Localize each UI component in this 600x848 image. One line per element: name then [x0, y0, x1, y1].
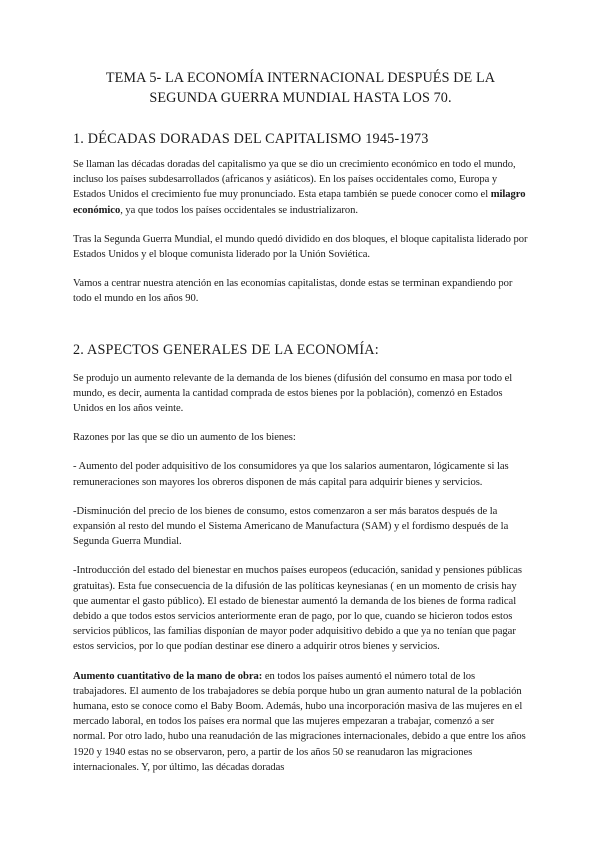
section-1-p1-bold: milagro económico: [73, 189, 526, 216]
section-2-heading: 2. ASPECTOS GENERALES DE LA ECONOMÍA:: [73, 341, 379, 358]
section-1-paragraph-2: Tras la Segunda Guerra Mundial, el mundo quedó dividido en dos bloques, el bloque capitalista liderado por Estados Unidos y el bloque comunista liderado por la Unión Soviética.: [73, 233, 528, 261]
section-2-paragraph-1: Se produjo un aumento relevante de la demanda de los bienes (difusión del consumo en masa por todo el mundo, es decir, aumenta la cantidad comprada de estos bienes por la población), comenzó en Estados Unidos en los años veinte.: [73, 372, 513, 415]
section-2-paragraph-2: Razones por las que se dio un aumento de los bienes:: [73, 432, 296, 444]
section-1-p1-text-a: Se llaman las décadas doradas del capitalismo ya que se dio un crecimiento económico en todo el mundo, incluso los países subdesarrollados (africanos y asiáticos). En los países occidentales como, Europa y Estados Unidos el crecimiento fue muy pronunciado. Esta etapa también se puede conocer como el: [73, 159, 516, 201]
section-2-paragraph-5: -Introducción del estado del bienestar en muchos países europeos (educación, sanidad y pensiones públicas gratuitas). Esta fue consecuencia de la difusión de las políticas keynesianas ( en un momento de crisis hay que aumentar el gasto público). El estado de bienestar aumentó la demanda de los bienes de forma radical debido a que todos estos servicios anteriormente eran de pago, por lo que, cuando se hicieron todos estos servicios públicos, las familias disponían de mayor poder adquisitivo debido a que ya no tenían que pagar estos servicios, por lo que podían destinar ese dinero a adquirir otros bienes y servicios.: [73, 565, 522, 653]
section-2-paragraph-4: -Disminución del precio de los bienes de consumo, estos comenzaron a ser más baratos después de la expansión al resto del mundo el Sistema Americano de Manufactura (SAM) y el fordismo después de la Segunda Guerra Mundial.: [73, 505, 509, 548]
section-1-p1-text-b: , ya que todos los países occidentales se industrializaron.: [120, 204, 358, 216]
document-title: [73, 68, 528, 108]
section-2-p6-bold: Aumento cuantitativo de la mano de obra:: [73, 670, 263, 682]
title-line-2: SEGUNDA GUERRA MUNDIAL HASTA LOS 70.: [149, 90, 452, 106]
section-1-heading: 1. DÉCADAS DORADAS DEL CAPITALISMO 1945-1973: [73, 131, 429, 147]
section-1-paragraph-1: [73, 157, 528, 218]
section-1-paragraph-3: Vamos a centrar nuestra atención en las economías capitalistas, donde estas se terminan expandiendo por todo el mundo en los años 90.: [73, 278, 513, 305]
title-line-1: TEMA 5- LA ECONOMÍA INTERNACIONAL DESPUÉS DE LA: [105, 70, 496, 86]
section-2-paragraph-3: - Aumento del poder adquisitivo de los consumidores ya que los salarios aumentaron, lógicamente si las remuneraciones son mayores los obreros disponen de más capital para adquirir bienes y servicios.: [73, 461, 509, 488]
section-2-p6-text: en todos los países aumentó el número total de los trabajadores. El aumento de los trabajadores se debía porque hubo un gran aumento natural de la población humana, esto se conoce como el Baby Boom. Además, hubo una incorporación masiva de las mujeres en el mercado laboral, en todos los países era normal que las mujeres empezaran a trabajar, comenzó a ser normal. Por otro lado, hubo una reanudación de las migraciones internacionales, debido a que entre los años 1920 y 1940 estas no se observaron, pero, a partir de los años 50 se reanudaron las migraciones internacionales. Y, por último, las décadas doradas: [73, 670, 526, 773]
section-2-paragraph-6: [73, 669, 528, 775]
